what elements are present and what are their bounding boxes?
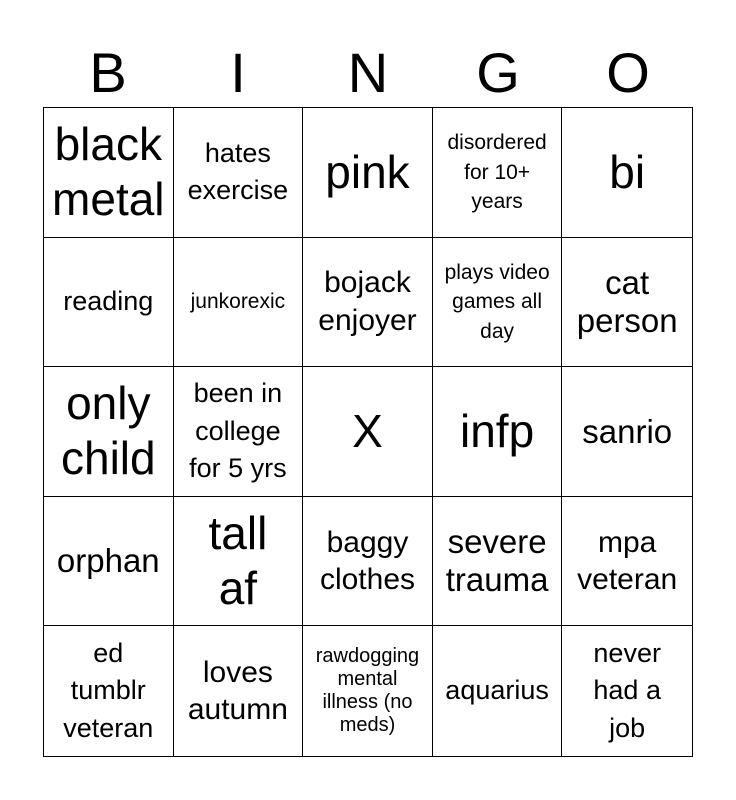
cell-text: bi <box>609 145 646 198</box>
cell-text: severe trauma <box>445 523 549 599</box>
bingo-cell[interactable] <box>174 108 304 238</box>
header-letter-n: N <box>347 41 389 104</box>
bingo-cell[interactable] <box>433 108 563 238</box>
bingo-cell[interactable] <box>562 367 692 497</box>
bingo-cell[interactable] <box>433 497 563 627</box>
bingo-cell[interactable] <box>44 108 174 238</box>
bingo-cell[interactable] <box>303 626 433 756</box>
bingo-cell[interactable] <box>174 497 304 627</box>
cell-text: black metal <box>52 118 165 226</box>
cell-text: hates exercise <box>187 137 289 206</box>
bingo-cell[interactable] <box>433 238 563 368</box>
header-letter-b: B <box>89 41 127 104</box>
cell-text: mpa veteran <box>577 525 678 597</box>
header-letter-o: O <box>606 41 650 104</box>
header-letter-i: I <box>230 41 246 104</box>
cell-text: X <box>352 404 383 457</box>
cell-text: bojack enjoyer <box>318 266 417 337</box>
bingo-cell[interactable] <box>174 238 304 368</box>
cell-text: tall af <box>208 506 268 615</box>
cell-text: junkorexic <box>190 290 286 314</box>
cell-text: never had a job <box>593 637 661 744</box>
cell-text: infp <box>460 404 535 457</box>
cell-text: sanrio <box>582 412 673 450</box>
header-letter-g: G <box>476 41 520 104</box>
bingo-cell[interactable] <box>562 238 692 368</box>
cell-text: aquarius <box>445 675 549 706</box>
cell-text: orphan <box>56 542 160 580</box>
bingo-board <box>43 107 693 757</box>
bingo-cell[interactable] <box>303 497 433 627</box>
cell-text: cat person <box>576 263 678 339</box>
cell-text: rawdogging mental illness (no meds) <box>315 645 420 737</box>
bingo-cell[interactable] <box>303 238 433 368</box>
bingo-cell[interactable] <box>174 367 304 497</box>
bingo-cell[interactable] <box>303 108 433 238</box>
bingo-cell[interactable] <box>44 367 174 497</box>
bingo-cell[interactable] <box>44 626 174 756</box>
cell-text: ed tumblr veteran <box>63 637 154 744</box>
bingo-cell[interactable] <box>303 367 433 497</box>
cell-text: loves autumn <box>187 655 288 727</box>
cell-text: disordered for 10+ years <box>447 131 547 213</box>
bingo-cell[interactable] <box>562 108 692 238</box>
cell-text: reading <box>63 285 154 316</box>
cell-text: plays video games all day <box>444 260 550 343</box>
cell-text: baggy clothes <box>319 525 416 597</box>
cell-text: only child <box>60 377 156 485</box>
bingo-cell[interactable] <box>562 626 692 756</box>
bingo-cell[interactable] <box>562 497 692 627</box>
bingo-cell[interactable] <box>44 497 174 627</box>
bingo-cell[interactable] <box>44 238 174 368</box>
bingo-cell[interactable] <box>433 367 563 497</box>
cell-text: been in college for 5 yrs <box>189 377 287 484</box>
cell-text: pink <box>325 145 410 198</box>
bingo-cell[interactable] <box>433 626 563 756</box>
bingo-header <box>43 40 693 106</box>
bingo-cell[interactable] <box>174 626 304 756</box>
